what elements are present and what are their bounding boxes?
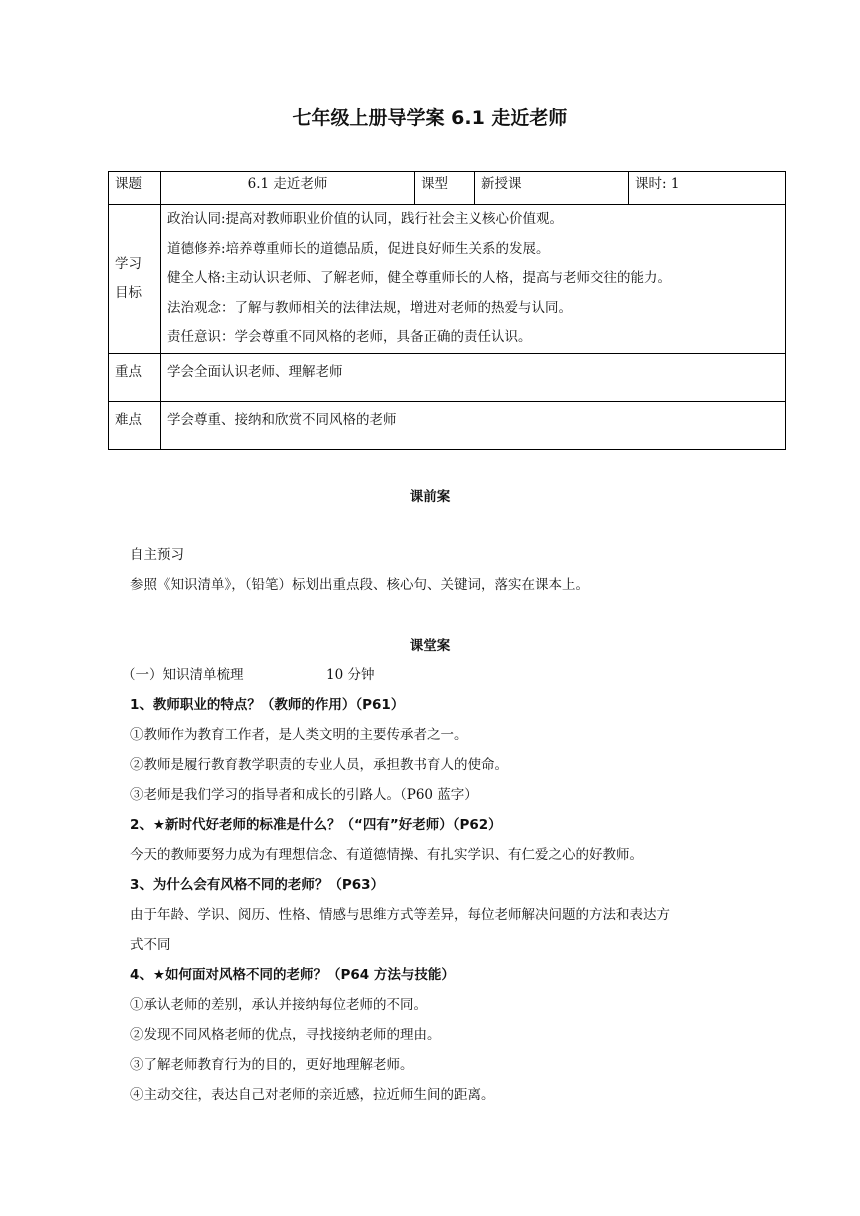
goals-list xyxy=(161,205,786,354)
answer-line: 式不同 xyxy=(130,937,171,953)
answer-line: ③老师是我们学习的指导者和成长的引路人。（P60 蓝字） xyxy=(130,787,478,803)
type-label: 课型 xyxy=(415,172,475,205)
pre-class-line: 自主预习 xyxy=(130,547,184,563)
topic-label: 课题 xyxy=(109,172,161,205)
answer-line: ③了解老师教育行为的目的，更好地理解老师。 xyxy=(130,1057,414,1073)
key-value: 学会全面认识老师、理解老师 xyxy=(161,354,786,402)
pre-class-heading: 课前案 xyxy=(409,489,451,505)
question-3: 3、为什么会有风格不同的老师？（P63） xyxy=(130,877,385,893)
goals-label-text: 学习目标 xyxy=(115,256,142,301)
goal-item: 责任意识：学会尊重不同风格的老师，具备正确的责任认识。 xyxy=(167,329,532,346)
pre-class-line: 参照《知识清单》，（铅笔）标划出重点段、核心句、关键词，落实在课本上。 xyxy=(130,577,589,593)
answer-line: 今天的教师要努力成为有理想信念、有道德情操、有扎实学识、有仁爱之心的好教师。 xyxy=(130,847,643,863)
question-4: 4、★如何面对风格不同的老师？（P64 方法与技能） xyxy=(130,967,455,983)
hours-value: 课时: 1 xyxy=(629,172,786,205)
topic-value: 6.1 走近老师 xyxy=(161,172,415,205)
answer-line: 由于年龄、学识、阅历、性格、情感与思维方式等差异，每位老师解决问题的方法和表达方 xyxy=(130,907,670,923)
in-class-heading: 课堂案 xyxy=(409,638,451,654)
goal-item: 政治认同:提高对教师职业价值的认同，践行社会主义核心价值观。 xyxy=(167,211,564,227)
answer-line: ②教师是履行教育教学职责的专业人员，承担教书育人的使命。 xyxy=(130,757,508,773)
answer-line: ①承认老师的差别，承认并接纳每位老师的不同。 xyxy=(130,997,427,1013)
goal-item: 法治观念：了解与教师相关的法律法规，增进对老师的热爱与认同。 xyxy=(167,299,572,316)
goal-item: 健全人格:主动认识老师、了解老师，健全尊重师长的人格，提高与老师交往的能力。 xyxy=(167,270,672,287)
type-value: 新授课 xyxy=(475,172,629,205)
answer-line: ④主动交往，表达自己对老师的亲近感，拉近师生间的距离。 xyxy=(130,1087,495,1103)
question-2: 2、★新时代好老师的标准是什么？（“四有”好老师）（P62） xyxy=(130,817,502,833)
question-1: 1、教师职业的特点？（教师的作用）（P61） xyxy=(130,697,405,713)
part-one-time: 10 分钟 xyxy=(326,667,375,683)
key-label: 重点 xyxy=(109,354,161,402)
difficulty-value: 学会尊重、接纳和欣赏不同风格的老师 xyxy=(161,402,786,450)
goal-item: 道德修养:培养尊重师长的道德品质，促进良好师生关系的发展。 xyxy=(167,240,550,257)
course-info-table xyxy=(108,171,786,450)
answer-line: ①教师作为教育工作者，是人类文明的主要传承者之一。 xyxy=(130,727,468,743)
goals-label xyxy=(109,205,161,354)
document-title: 七年级上册导学案 6.1 走近老师 xyxy=(292,107,568,129)
difficulty-label: 难点 xyxy=(109,402,161,450)
answer-line: ②发现不同风格老师的优点，寻找接纳老师的理由。 xyxy=(130,1027,441,1043)
part-one-title: （一）知识清单梳理 xyxy=(122,667,244,683)
